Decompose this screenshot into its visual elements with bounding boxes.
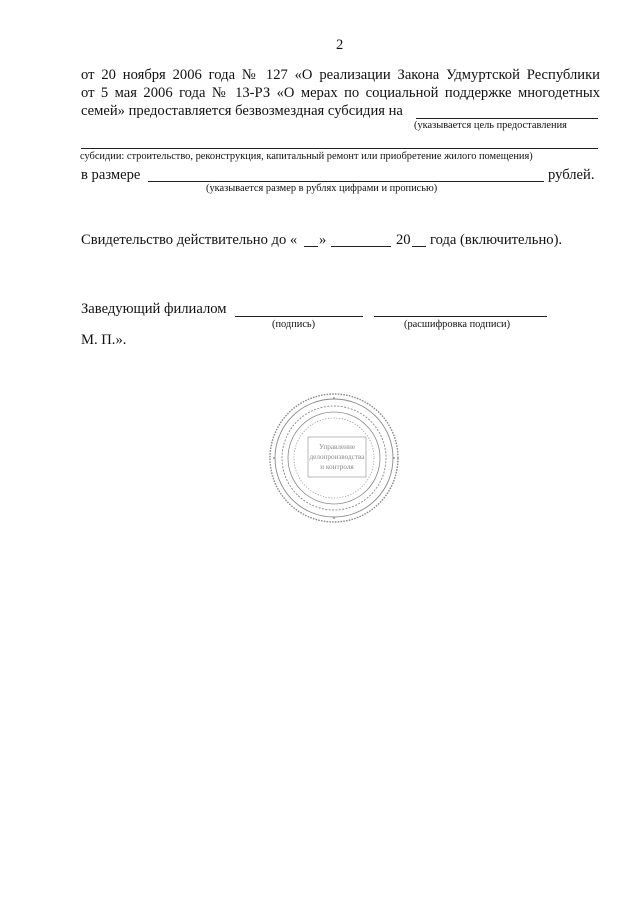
stamp-inner-line-1: Управление (318, 443, 356, 451)
official-stamp (268, 392, 400, 524)
validity-suffix: года (включительно). (430, 232, 563, 248)
validity-day-blank[interactable] (304, 246, 318, 247)
signature-blank-line[interactable] (235, 316, 363, 317)
paragraph-line-3: семей» предоставляется безвозмездная субсидия на (81, 103, 403, 119)
validity-quote-close: » (319, 232, 327, 248)
signature-label: Заведующий филиалом (81, 301, 227, 317)
hint-name: (расшифровка подписи) (404, 319, 511, 330)
paragraph-line-1: от 20 ноября 2006 года № 127 «О реализации Закона Удмуртской Республики (81, 67, 600, 83)
page-number: 2 (336, 37, 344, 53)
hint-purpose-1: (указывается цель предоставления (414, 120, 567, 131)
hint-purpose-2: субсидии: строительство, реконструкция, капитальный ремонт или приобретение жилого помещения) (80, 151, 533, 162)
purpose-blank-line-2[interactable] (81, 148, 598, 149)
hint-sign: (подпись) (272, 319, 316, 330)
stamp-graphic (268, 392, 400, 524)
hint-amount: (указывается размер в рублях цифрами и прописью) (206, 183, 438, 194)
validity-year-prefix: 20 (396, 232, 411, 248)
validity-prefix: Свидетельство действительно до « (81, 232, 298, 248)
stamp-inner-line-3: и контроля (320, 463, 354, 471)
paragraph-line-2: от 5 мая 2006 года № 13-РЗ «О мерах по социальной поддержке многодетных (81, 85, 600, 101)
validity-year-blank[interactable] (412, 246, 426, 247)
stamp-inner-line-2: делопроизводства (309, 453, 365, 461)
seal-mark: М. П.». (81, 332, 127, 348)
validity-month-blank[interactable] (331, 246, 391, 247)
amount-suffix: рублей. (548, 167, 595, 183)
signature-name-blank-line[interactable] (374, 316, 547, 317)
amount-blank-line[interactable] (148, 181, 544, 182)
amount-prefix: в размере (81, 167, 141, 183)
purpose-blank-line[interactable] (416, 118, 598, 119)
